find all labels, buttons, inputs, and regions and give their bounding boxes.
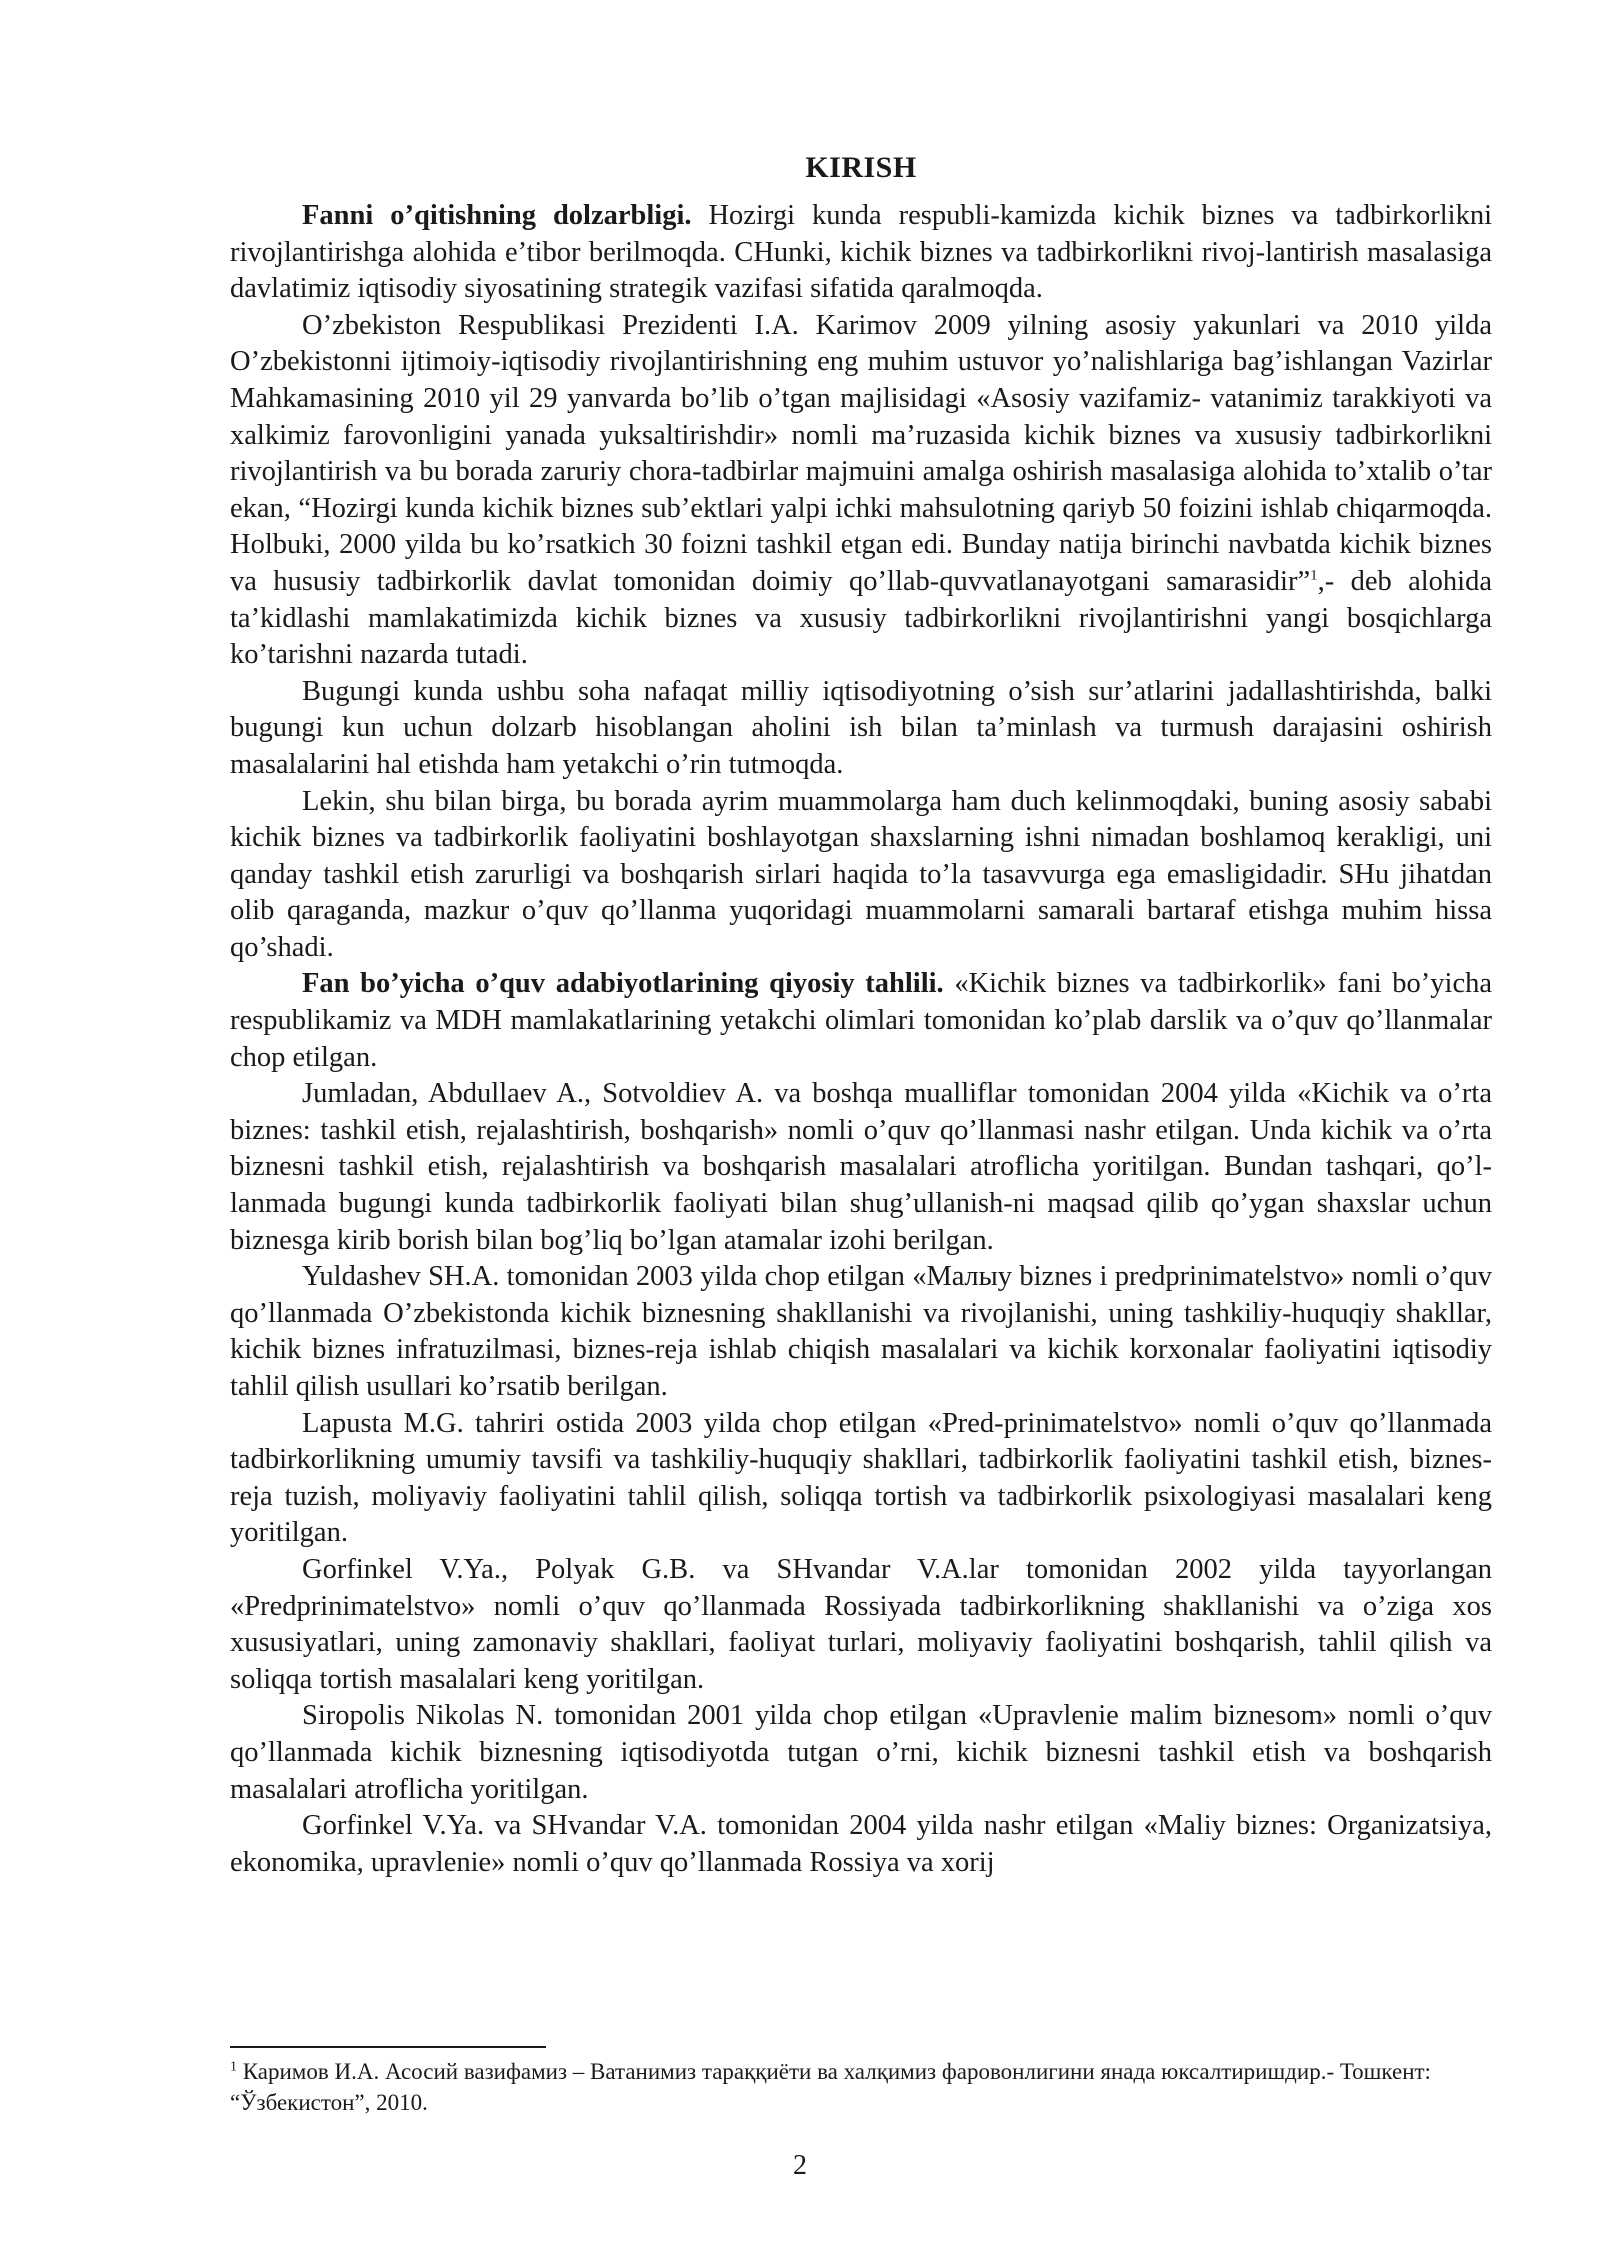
- paragraph-text-continued: ,- deb alohida ta’kidlashi mamlakatimizda kichik biznes va xususiy tadbirkorlikni rivojlantirishni yangi bosqichlarga ko’tarishni nazarda tutadi.: [230, 565, 1492, 671]
- page-number: 2: [793, 2150, 807, 2181]
- paragraph-text: Hozirgi kunda respubli-kamizda kichik biznes va tadbirkorlikni rivojlantirishga alohida e’tibor berilmoqda. CHunki, kichik biznes va tadbirkorlikni rivoj-lantirish masalasiga davlatimiz iqtisodiy siyosatining strategik vazifasi sifatida qaralmoqda.: [230, 200, 1492, 305]
- paragraph-siropolis: [230, 1698, 1492, 1808]
- footnote-reference[interactable]: 1: [1310, 567, 1318, 584]
- paragraph-yuldashev: [230, 1259, 1492, 1405]
- paragraph-gorfinkel-2004: [230, 1808, 1492, 1881]
- footnote-marker: 1: [230, 2059, 237, 2075]
- paragraph-president-speech: [230, 308, 1492, 674]
- paragraph-text: O’zbekiston Respublikasi Prezidenti I.A. Karimov 2009 yilning asosiy yakunlari va 2010 yilda O’zbekistonni ijtimoiy-iqtisodiy rivojlantirishning eng muhim ustuvor yo’nalishlariga bag’ishlangan Vazirlar Mahkamasining 2010 yil 29 yanvarda bo’lib o’tgan majlisidagi «Asosiy vazifamiz- vatanimiz tarakkiyoti va xalkimiz farovonligini yanada yuksaltirishdir» nomli ma’ruzasida kichik biznes va xususiy tadbirkorlikni rivojlantirish va bu borada zaruriy chora-tadbirlar majmuini amalga oshirish masalasiga alohida to’xtalib o’tar ekan, “Hozirgi kunda kichik biznes sub’ektlari yalpi ichki mahsulotning qariyb 50 foizini ishlab chiqarmoqda. Holbuki, 2000 yilda bu ko’rsatkich 30 foizni tashkil etgan edi. Bunday natija birinchi navbatda kichik biznes va hususiy tadbirkorlik davlat tomonidan doimiy qo’llab-quvvatlanayotgani samarasidir”: [230, 309, 1492, 597]
- paragraph-text: Siropolis Nikolas N. tomonidan 2001 yilda chop etilgan «Upravlenie malim biznesom» nomli o’quv qo’llanmada kichik biznesning iqtisodiyotda tutgan o’rni, kichik biznesni tashkil etish va boshqarish masalalari atroflicha yoritilgan.: [230, 1700, 1492, 1805]
- footnote: [230, 2056, 1492, 2118]
- paragraph-problems: [230, 784, 1492, 967]
- document-body: [230, 148, 1492, 1881]
- paragraph-lead: Fan bo’yicha o’quv adabiyotlarining qiyosiy tahlili.: [302, 968, 944, 1000]
- paragraph-literature-analysis: [230, 966, 1492, 1076]
- section-heading: KIRISH: [805, 151, 917, 184]
- paragraph-text: Yuldashev SH.A. tomonidan 2003 yilda chop etilgan «Maлыy biznes i predprinimatelstvo» nomli o’quv qo’llanmada O’zbekistonda kichik biznesning shakllanishi va rivojlanishi, uning tashkiliy-huquqiy shakllar, kichik biznes infratuzilmasi, biznes-reja ishlab chiqish masalalari va kichik korxonalar faoliyatini iqtisodiy tahlil qilish usullari ko’rsatib berilgan.: [230, 1261, 1492, 1402]
- paragraph-today: [230, 674, 1492, 784]
- paragraph-text: Bugungi kunda ushbu soha nafaqat milliy iqtisodiyotning o’sish sur’atlarini jadallashtirishda, balki bugungi kun uchun dolzarb hisoblangan aholini ish bilan ta’minlash va turmush darajasini oshirish masalalarini hal etishda ham yetakchi o’rin tutmoqda.: [230, 675, 1492, 780]
- paragraph-text: Lekin, shu bilan birga, bu borada ayrim muammolarga ham duch kelinmoqdaki, buning asosiy sababi kichik biznes va tadbirkorlik faoliyatini boshlayotgan shaxslarning ishni nimadan boshlamoq kerakligi, uni qanday tashkil etish zarurligi va boshqarish sirlari haqida to’la tasavvurga ega emasligidadir. SHu jihatdan olib qaraganda, mazkur o’quv qo’llanma yuqoridagi muammolarni samarali bartaraf etishga muhim hissa qo’shadi.: [230, 785, 1492, 963]
- paragraph-relevance: [230, 198, 1492, 308]
- paragraph-text: «Kichik biznes va tadbirkorlik» fani bo’yicha respublikamiz va MDH mamlakatlarining yetakchi olimlari tomonidan ko’plab darslik va o’quv qo’llanmalar chop etilgan.: [230, 968, 1492, 1073]
- paragraph-text: Gorfinkel V.Ya., Polyak G.B. va SHvandar V.A.lar tomonidan 2002 yilda tayyorlangan «Predprinimatelstvo» nomli o’quv qo’llanmada Rossiyada tadbirkorlikning shakllanishi va o’ziga xos xususiyatlari, uning zamonaviy shakllari, faoliyat turlari, moliyaviy faoliyatini boshqarish, tahlil qilish va soliqqa tortish masalalari keng yoritilgan.: [230, 1553, 1492, 1695]
- paragraph-lead: Fanni o’qitishning dolzarbligi.: [302, 200, 692, 231]
- paragraph-gorfinkel-2002: [230, 1552, 1492, 1698]
- paragraph-lapusta: [230, 1406, 1492, 1552]
- paragraph-text: Gorfinkel V.Ya. va SHvandar V.A. tomonidan 2004 yilda nashr etilgan «Maliy biznes: Organizatsiya, ekonomika, upravlenie» nomli o’quv qo’llanmada Rossiya va xorij: [230, 1810, 1492, 1878]
- footnote-divider: [230, 2046, 546, 2048]
- footnote-text: Каримов И.А. Асосий вазифамиз – Ватанимиз тараққиёти ва халқимиз фаровонлигини янада юксалтиришдир.- Тошкент: “Ўзбекистон”, 2010.: [230, 2059, 1431, 2115]
- paragraph-text: Lapusta M.G. tahriri ostida 2003 yilda chop etilgan «Pred-prinimatelstvo» nomli o’quv qo’llanmada tadbirkorlikning umumiy tavsifi va tashkiliy-huquqiy shakllari, tadbirkorlik faoliyatini tashkil etish, biznes-reja tuzish, moliyaviy faoliyatini tahlil qilish, soliqqa tortish va tadbirkorlik psixologiyasi masalalari keng yoritilgan.: [230, 1407, 1492, 1549]
- paragraph-abdullaev: [230, 1076, 1492, 1259]
- paragraph-text: Jumladan, Abdullaev A., Sotvoldiev A. va boshqa mualliflar tomonidan 2004 yilda «Kichik va o’rta biznes: tashkil etish, rejalashtirish, boshqarish» nomli o’quv qo’llanmasi nashr etilgan. Unda kichik va o’rta biznesni tashkil etish, rejalashtirish va boshqarish masalalari atroflicha yoritilgan. Bundan tashqari, qo’l-lanmada bugungi kunda tadbirkorlik faoliyati bilan shug’ullanish-ni maqsad qilib qo’ygan shaxslar uchun biznesga kirib borish bilan bog’liq bo’lgan atamalar izohi berilgan.: [230, 1078, 1492, 1256]
